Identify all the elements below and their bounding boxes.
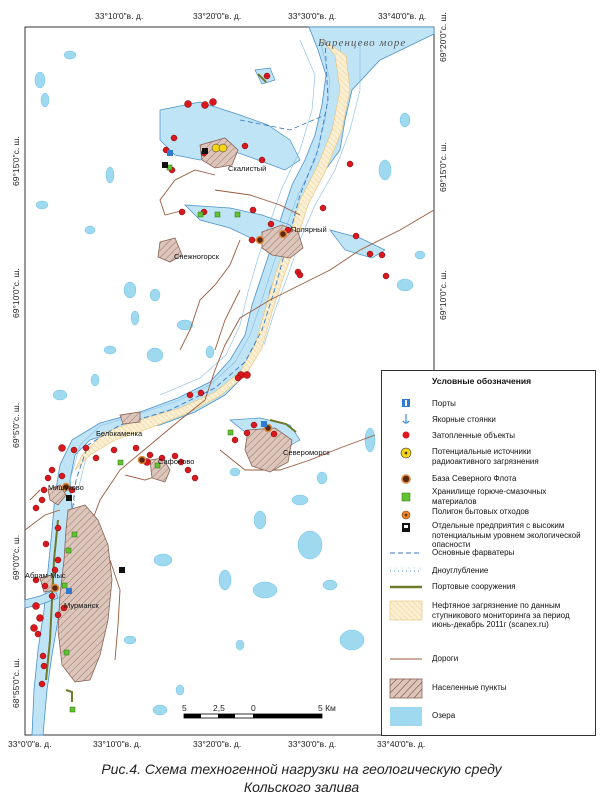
lat-left-3: 69°5'0"с. ш. bbox=[11, 402, 21, 448]
lat-labels-left bbox=[11, 136, 21, 708]
lon-top-2: 33°20'0"в. д. bbox=[193, 11, 242, 21]
lon-bottom-4: 33°30'0"в. д. bbox=[288, 739, 337, 749]
lon-top-3: 33°30'0"в. д. bbox=[288, 11, 337, 21]
fleet-base-icon bbox=[388, 469, 424, 489]
lon-bottom-5: 33°40'0"в. д. bbox=[377, 739, 426, 749]
lat-left-2: 69°10'0"с. ш. bbox=[11, 268, 21, 318]
lon-bottom-2: 33°10'0"в. д. bbox=[93, 739, 142, 749]
lon-labels-bottom bbox=[8, 739, 425, 749]
road-line bbox=[388, 651, 424, 671]
caption-line-2: Кольского залива bbox=[243, 779, 360, 795]
legend: Условные обозначения Порты Якорные стоянки Затопленные объекты Потенциальные источники радиоактивного загрязнения База Северного Флота Хранилище горюче-смазочных материалов Полигон бытовых отходов Отдельные предприятия с высоким потенциальным уровнем экологической опасности Основные фарватеры Дноуглубление Портовые сооружения Нефтяное загрязнение по данным ступникового мониторинга за период июнь-декабрь 2011г (scanex.ru) Дороги Населенные пункты Озера bbox=[381, 370, 596, 736]
scale-label-4: 5 Км bbox=[318, 703, 336, 713]
lake-fill bbox=[388, 705, 424, 727]
figure-caption bbox=[0, 760, 603, 796]
lat-right-2: 69°15'0"с. ш. bbox=[438, 142, 448, 192]
town-skalisty: Скалистый bbox=[228, 164, 267, 173]
radiation-icon bbox=[388, 443, 424, 463]
fairway-line bbox=[388, 545, 424, 565]
lat-left-1: 69°15'0"с. ш. bbox=[11, 136, 21, 186]
town-severomorsk: Североморск bbox=[283, 448, 330, 457]
town-belokamenka: Белокаменка bbox=[96, 429, 143, 438]
oil-pollution-fill bbox=[388, 599, 424, 621]
town-snezhnogorsk: Снежногорск bbox=[174, 252, 219, 261]
town-mishukovo: Мишуково bbox=[48, 483, 84, 492]
scale-label-1: 5 bbox=[182, 703, 187, 713]
town-safonovo: Сафоново bbox=[158, 457, 195, 466]
legend-title: Условные обозначения bbox=[432, 376, 532, 386]
lon-bottom-3: 33°20'0"в. д. bbox=[193, 739, 242, 749]
settlement-fill bbox=[388, 677, 424, 699]
port-structures-line bbox=[388, 579, 424, 599]
lat-right-3: 69°10'0"с. ш. bbox=[438, 270, 448, 320]
scale-label-2: 2,5 bbox=[213, 703, 225, 713]
sea-label: Баренцево море bbox=[318, 37, 407, 49]
town-polyarny: Полярный bbox=[291, 225, 327, 234]
lon-bottom-1: 33°0'0"в. д. bbox=[8, 739, 52, 749]
town-murmansk: Мурманск bbox=[64, 601, 99, 610]
lat-left-5: 68°55'0"с. ш. bbox=[11, 658, 21, 708]
lat-left-4: 69°0'0"с. ш. bbox=[11, 534, 21, 580]
lon-top-1: 33°10'0"в. д. bbox=[95, 11, 144, 21]
enterprise-icon bbox=[388, 519, 424, 539]
lat-right-1: 69°20'0"с. ш. bbox=[438, 12, 448, 62]
scale-label-3: 0 bbox=[251, 703, 256, 713]
lon-labels-top bbox=[95, 11, 426, 21]
fuel-storage-icon bbox=[388, 487, 424, 507]
lon-top-4: 33°40'0"в. д. bbox=[378, 11, 427, 21]
town-abram-mys: Абрам-Мыс bbox=[25, 571, 66, 580]
caption-line-1: Рис.4. Схема техногенной нагрузки на геологическую среду bbox=[101, 761, 502, 777]
lat-labels-right bbox=[438, 12, 448, 320]
